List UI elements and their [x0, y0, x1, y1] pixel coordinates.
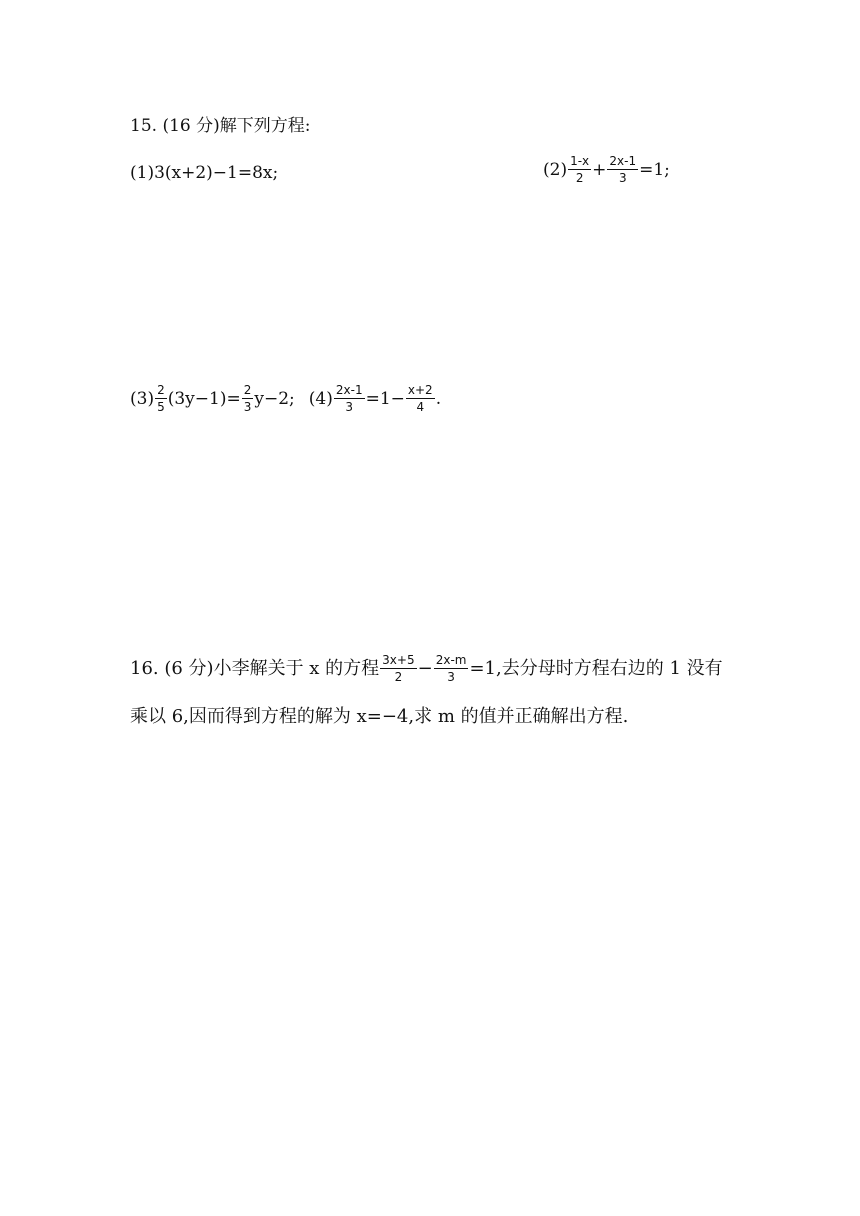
q15-part3-fraction2 — [242, 384, 254, 414]
q15-part2 — [543, 155, 670, 185]
q16-fraction2 — [434, 654, 469, 684]
fraction-denominator: 3 — [447, 670, 455, 684]
fraction-numerator: 2x-1 — [335, 383, 363, 397]
fraction-numerator: 2x-1 — [609, 154, 637, 168]
fraction-denominator: 4 — [416, 400, 425, 414]
q15-part4-suffix: . — [435, 389, 442, 409]
q15-part1 — [130, 161, 278, 185]
q15-part3-4 — [130, 384, 441, 414]
q15-part4-prefix: (4) — [308, 389, 333, 409]
fraction-numerator: 3x+5 — [382, 653, 415, 667]
q16-line1-suffix: =1,去分母时方程右边的 1 没有 — [469, 658, 723, 679]
fraction-numerator: 2x-m — [435, 653, 467, 667]
q15-part3-middle: (3y−1)= — [167, 389, 241, 409]
fraction-denominator: 2 — [394, 670, 403, 684]
q16-line2-text: 乘以 6,因而得到方程的解为 x=−4,求 m 的值并正确解出方程. — [130, 706, 629, 727]
q15-header-text: 15. (16 分)解下列方程: — [130, 116, 311, 136]
q15-part4-fraction2 — [406, 384, 435, 414]
fraction-denominator: 3 — [618, 171, 627, 185]
fraction-denominator: 3 — [243, 400, 252, 414]
q15-part2-operator: + — [592, 160, 607, 180]
fraction-denominator: 5 — [157, 400, 165, 414]
q15-part1-equation: (1)3(x+2)−1=8x; — [130, 163, 279, 183]
fraction-denominator: 3 — [345, 400, 354, 414]
q15-part2-prefix: (2) — [543, 160, 568, 180]
q15-part4-fraction1 — [334, 384, 365, 414]
fraction-numerator: x+2 — [407, 383, 433, 397]
q16-line1 — [130, 654, 723, 684]
fraction-numerator: 2 — [157, 383, 165, 397]
q15-part4-middle: =1− — [365, 389, 405, 409]
q15-part2-fraction1 — [568, 155, 591, 185]
q15-header — [130, 114, 310, 138]
q15-part3-suffix: y−2; — [254, 389, 295, 409]
q15-part2-fraction2 — [607, 155, 638, 185]
q16-line1-prefix: 16. (6 分)小李解关于 x 的方程 — [130, 658, 380, 679]
q15-part2-suffix: =1; — [639, 160, 670, 180]
q15-part3-prefix: (3) — [130, 389, 155, 409]
fraction-denominator: 2 — [575, 171, 584, 185]
q16-line2 — [130, 705, 628, 729]
fraction-numerator: 1-x — [570, 154, 590, 168]
q16-operator: − — [417, 658, 433, 679]
q16-fraction1 — [380, 654, 416, 684]
fraction-numerator: 2 — [243, 383, 252, 397]
q15-part3-fraction1 — [155, 384, 167, 414]
